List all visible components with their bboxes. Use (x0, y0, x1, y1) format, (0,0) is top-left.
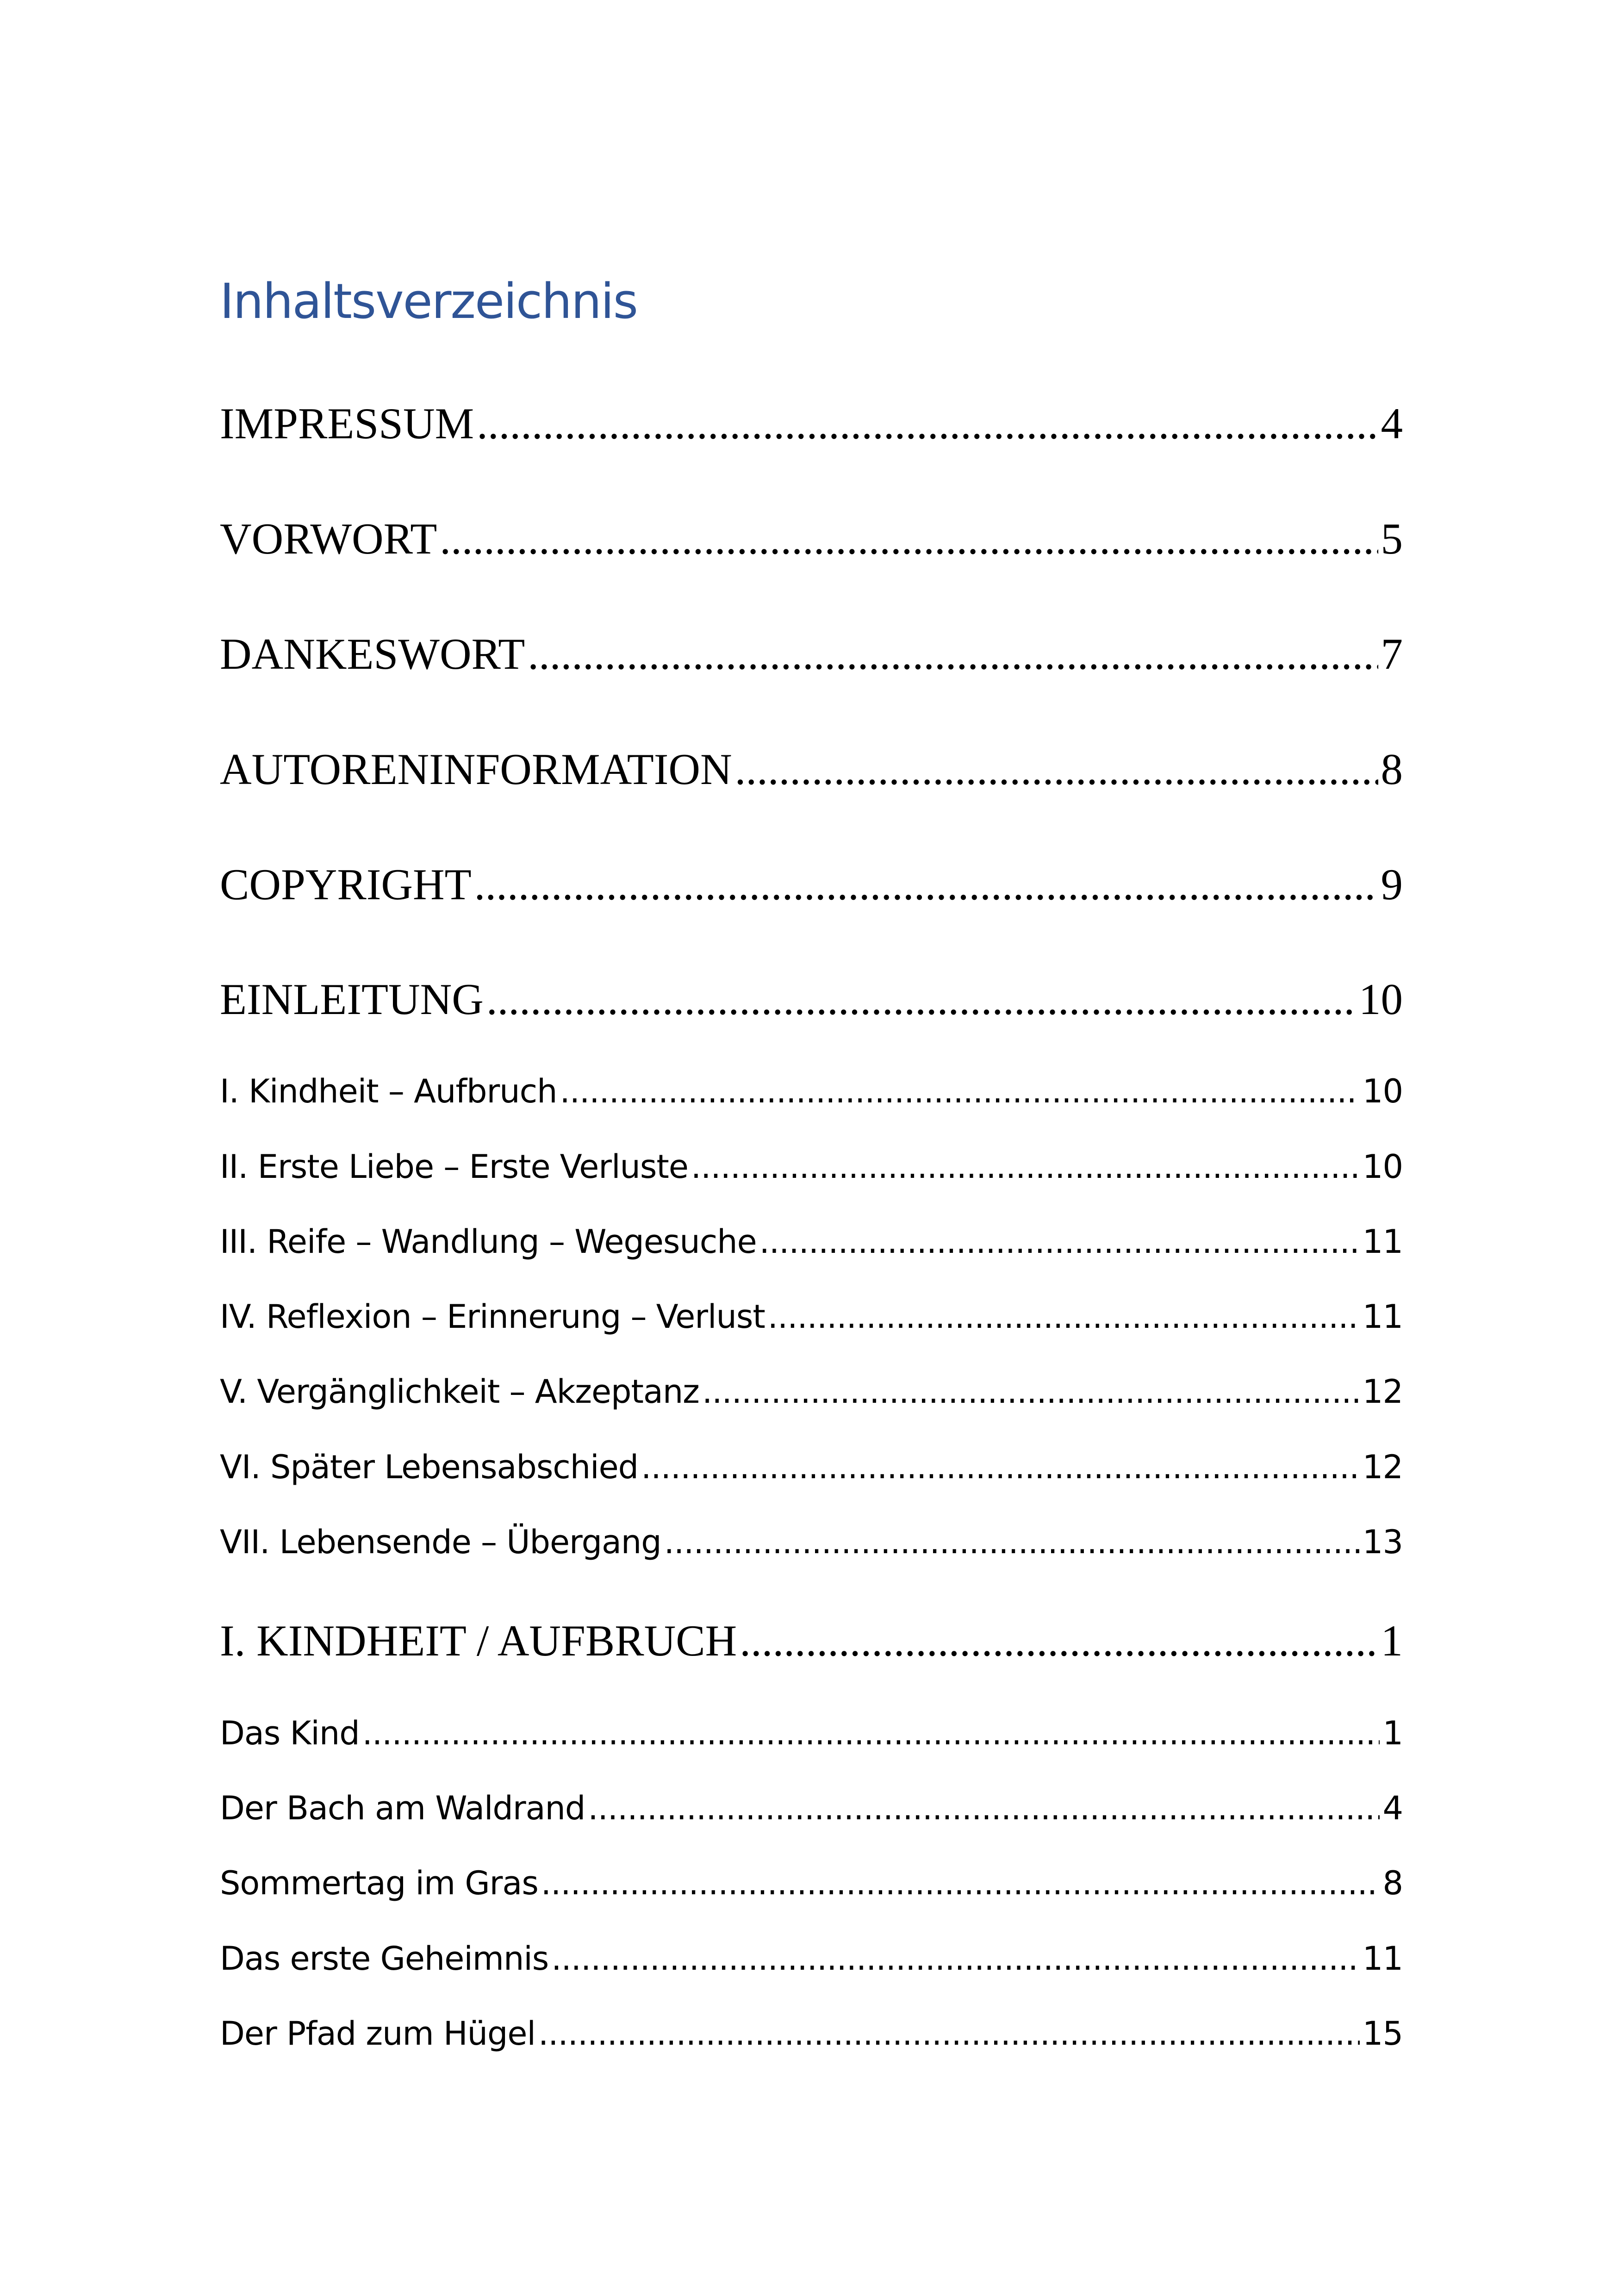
toc-entry-page: 5 (1381, 514, 1403, 563)
toc-entry-text: I. KINDHEIT / AUFBRUCH (220, 1616, 737, 1665)
toc-entry-kindheit-aufbruch[interactable] (220, 1611, 1403, 1671)
toc-subentry-bach-am-waldrand[interactable] (220, 1783, 1403, 1834)
toc-entry-page: 15 (1362, 2015, 1403, 2053)
toc-entry-page: 13 (1362, 1523, 1403, 1561)
toc-entry-page: 11 (1362, 1298, 1403, 1336)
dot-leader (588, 1783, 1380, 1834)
toc-entry-copyright[interactable] (220, 854, 1403, 915)
dot-leader (691, 1141, 1360, 1192)
dot-leader (477, 393, 1378, 454)
toc-entry-page: 1 (1381, 1616, 1403, 1665)
toc-entry-text: VORWORT (220, 514, 437, 563)
toc-entry-page: 8 (1382, 1864, 1403, 1902)
dot-leader (735, 739, 1378, 799)
toc-title: Inhaltsverzeichnis (220, 273, 637, 330)
dot-leader (768, 1291, 1360, 1342)
toc-entry-page: 4 (1381, 399, 1403, 448)
toc-entry-page: 11 (1362, 1223, 1403, 1261)
toc-entry-text: AUTORENINFORMATION (220, 745, 732, 794)
toc-entry-text: COPYRIGHT (220, 860, 472, 909)
toc-entry-text: VI. Später Lebensabschied (220, 1448, 639, 1486)
toc-entry-text: IV. Reflexion – Erinnerung – Verlust (220, 1298, 765, 1336)
dot-leader (474, 854, 1378, 915)
toc-entry-dankeswort[interactable] (220, 624, 1403, 684)
dot-leader (702, 1366, 1360, 1417)
toc-subentry-erste-liebe[interactable] (220, 1141, 1403, 1192)
dot-leader (528, 624, 1378, 684)
toc-subentry-das-erste-geheimnis[interactable] (220, 1933, 1403, 1984)
toc-entry-page: 12 (1362, 1373, 1403, 1411)
toc-entry-vorwort[interactable] (220, 509, 1403, 569)
dot-leader (362, 1708, 1380, 1759)
toc-subentry-lebensende[interactable] (220, 1517, 1403, 1568)
toc-entry-page: 9 (1381, 860, 1403, 909)
toc-entry-text: Das erste Geheimnis (220, 1940, 549, 1978)
dot-leader (664, 1517, 1360, 1568)
toc-subentry-pfad-zum-huegel[interactable] (220, 2008, 1403, 2059)
toc-entry-text: V. Vergänglichkeit – Akzeptanz (220, 1373, 699, 1411)
toc-subentry-reife-wandlung[interactable] (220, 1216, 1403, 1267)
toc-entry-text: IMPRESSUM (220, 399, 474, 448)
dot-leader (759, 1216, 1360, 1267)
toc-entry-text: VII. Lebensende – Übergang (220, 1523, 661, 1561)
toc-subentry-vergaenglichkeit[interactable] (220, 1366, 1403, 1417)
toc-entry-page: 7 (1381, 629, 1403, 678)
dot-leader (541, 1858, 1380, 1909)
toc-entry-einleitung[interactable] (220, 969, 1403, 1029)
toc-entry-autoreninformation[interactable] (220, 739, 1403, 799)
toc-entry-page: 1 (1382, 1714, 1403, 1752)
toc-subentry-das-kind[interactable] (220, 1708, 1403, 1759)
toc-subentry-reflexion[interactable] (220, 1291, 1403, 1342)
toc-entry-page: 4 (1382, 1789, 1403, 1827)
toc-entry-page: 11 (1362, 1940, 1403, 1978)
toc-entry-text: II. Erste Liebe – Erste Verluste (220, 1148, 688, 1186)
dot-leader (641, 1442, 1360, 1493)
toc-entry-page: 10 (1359, 975, 1403, 1024)
dot-leader (560, 1066, 1359, 1117)
dot-leader (440, 509, 1378, 569)
dot-leader (538, 2008, 1360, 2059)
toc-entry-page: 8 (1381, 745, 1403, 794)
toc-entry-page: 10 (1362, 1072, 1403, 1110)
toc-entry-page: 12 (1362, 1448, 1403, 1486)
toc-entry-text: Der Pfad zum Hügel (220, 2015, 535, 2053)
dot-leader (740, 1611, 1378, 1671)
toc-entry-text: EINLEITUNG (220, 975, 484, 1024)
toc-entry-page: 10 (1362, 1148, 1403, 1186)
toc-subentry-spaeter-lebensabschied[interactable] (220, 1442, 1403, 1493)
toc-entry-text: Das Kind (220, 1714, 360, 1752)
toc-entry-text: DANKESWORT (220, 629, 525, 678)
toc-entry-text: Der Bach am Waldrand (220, 1789, 585, 1827)
toc-entry-impressum[interactable] (220, 393, 1403, 454)
toc-subentry-sommertag-im-gras[interactable] (220, 1858, 1403, 1909)
toc-entry-text: Sommertag im Gras (220, 1864, 538, 1902)
dot-leader (551, 1933, 1360, 1984)
toc-entry-text: I. Kindheit – Aufbruch (220, 1072, 557, 1110)
dot-leader (486, 969, 1356, 1029)
toc-subentry-kindheit-aufbruch[interactable] (220, 1066, 1403, 1117)
toc-entry-text: III. Reife – Wandlung – Wegesuche (220, 1223, 757, 1261)
